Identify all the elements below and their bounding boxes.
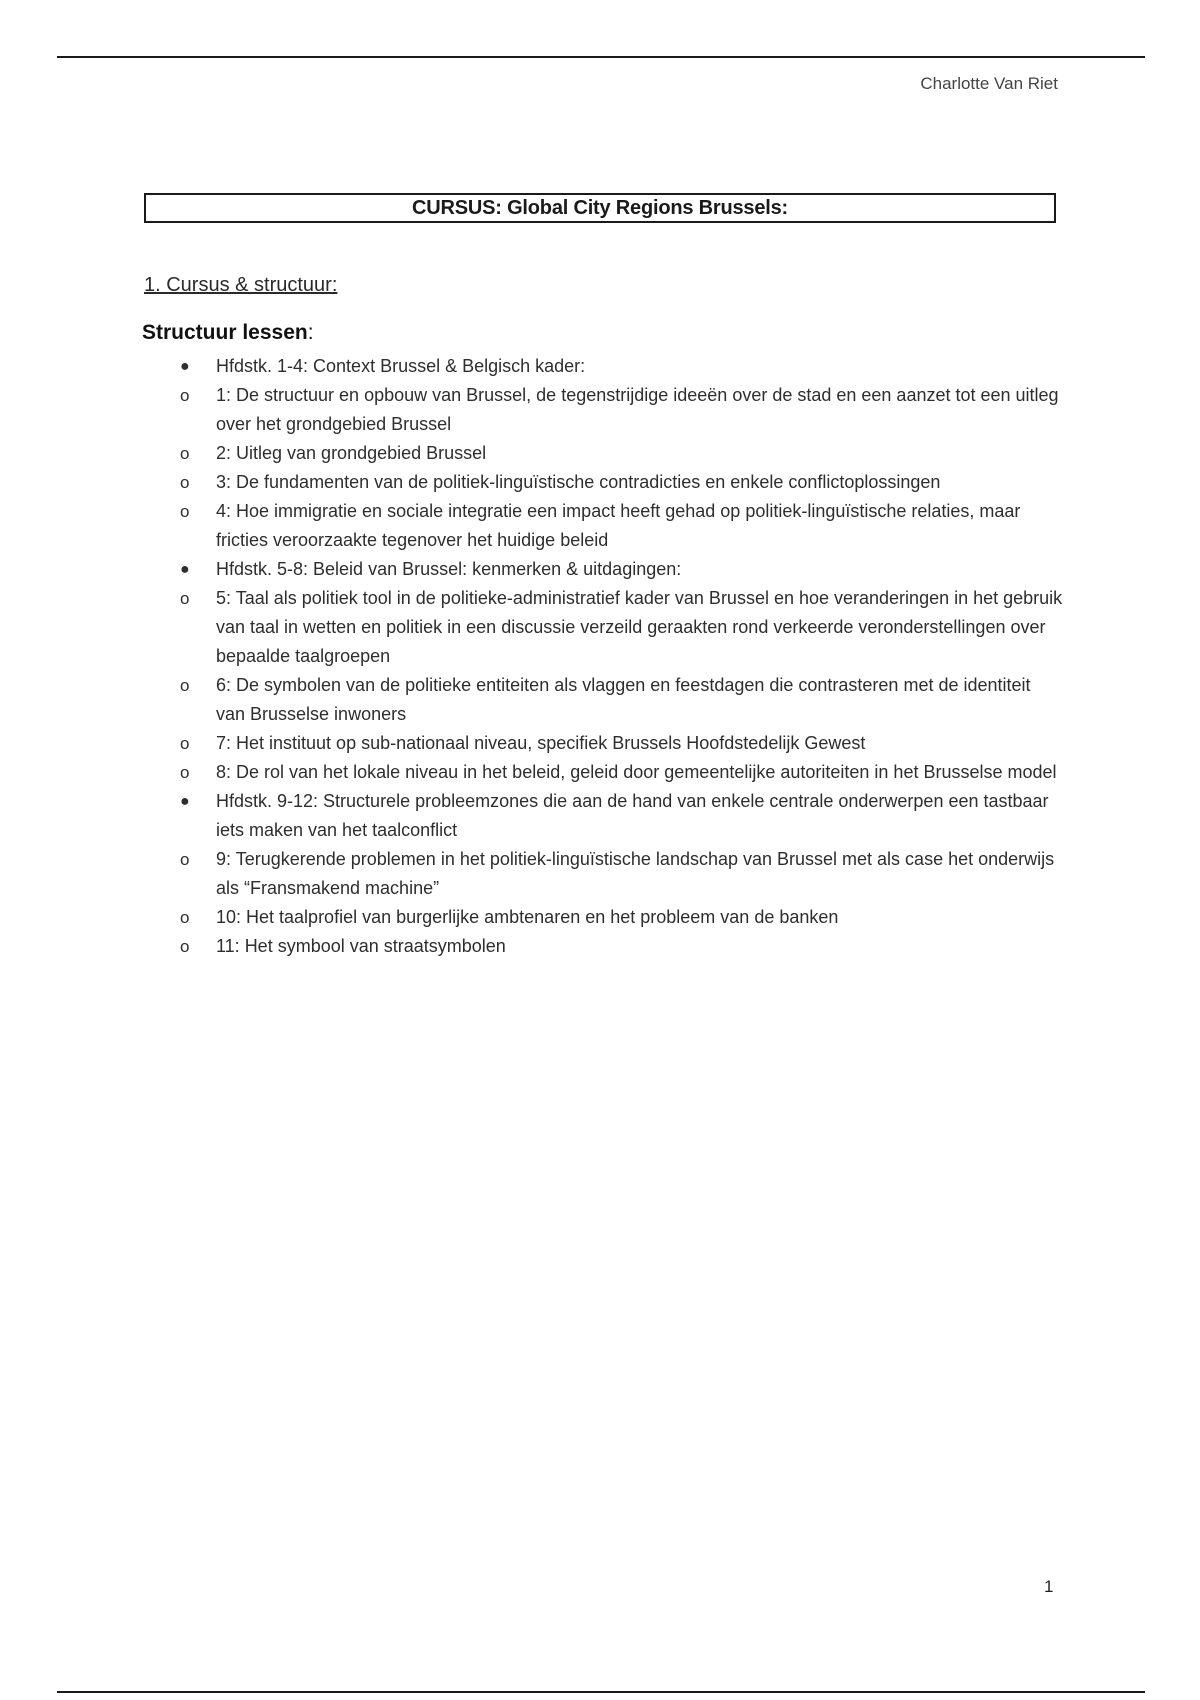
footer-rule [57, 1691, 1145, 1693]
lesson-text: 11: Het symbool van straatsymbolen [216, 936, 506, 956]
lesson-text: 8: De rol van het lokale niveau in het beleid, geleid door gemeentelijke autoriteiten in het Brusselse model [216, 762, 1057, 782]
lesson-list [144, 584, 1064, 787]
lesson-item [144, 903, 1064, 932]
author-name: Charlotte Van Riet [920, 74, 1058, 93]
circle-bullet-icon: o [180, 937, 190, 956]
lesson-text: 5: Taal als politiek tool in de politieke-administratief kader van Brussel en hoe veranderingen in het gebruik van taal in wetten en politiek in een discussie verzeild geraakten rond verkeerde veronderstellingen over bepaalde taalgroepen [216, 588, 1063, 666]
lesson-item [144, 729, 1064, 758]
lesson-item [144, 845, 1064, 903]
chapter-list [144, 352, 1064, 961]
lesson-item [144, 381, 1064, 439]
circle-bullet-icon: o [180, 908, 190, 927]
lesson-text: 9: Terugkerende problemen in het politiek-linguïstische landschap van Brussel met als case het onderwijs als “Fransmakend machine” [216, 849, 1055, 898]
circle-bullet-icon: o [180, 473, 190, 492]
circle-bullet-icon: o [180, 734, 190, 753]
subheading [142, 321, 314, 345]
bullet-icon: ● [180, 358, 190, 375]
lesson-text: 6: De symbolen van de politieke entiteiten als vlaggen en feestdagen die contrasteren met de identiteit van Brusselse inwoners [216, 675, 1031, 724]
circle-bullet-icon: o [180, 444, 190, 463]
document-title: CURSUS: Global City Regions Brussels: [412, 196, 788, 219]
chapter-text: Hfdstk. 1-4: Context Brussel & Belgisch kader: [216, 356, 586, 376]
lesson-text: 7: Het instituut op sub-nationaal niveau, specifiek Brussels Hoofdstedelijk Gewest [216, 733, 866, 753]
chapter-item [144, 555, 1064, 584]
circle-bullet-icon: o [180, 850, 190, 869]
lesson-item [144, 584, 1064, 671]
chapter-text: Hfdstk. 9-12: Structurele probleemzones die aan de hand van enkele centrale onderwerpen een tastbaar iets maken van het taalconflict [216, 791, 1049, 840]
subheading-bold: Structuur lessen [142, 321, 308, 344]
circle-bullet-icon: o [180, 502, 190, 521]
lesson-item [144, 497, 1064, 555]
lesson-text: 3: De fundamenten van de politiek-linguïstische contradicties en enkele conflictoplossingen [216, 472, 941, 492]
chapter-item [144, 787, 1064, 845]
lesson-list [144, 845, 1064, 961]
section-heading: 1. Cursus & structuur: [144, 274, 338, 296]
lesson-text: 10: Het taalprofiel van burgerlijke ambtenaren en het probleem van de banken [216, 907, 839, 927]
lesson-text: 1: De structuur en opbouw van Brussel, de tegenstrijdige ideeën over de stad en een aanzet tot een uitleg over het grondgebied Brussel [216, 385, 1059, 434]
lesson-text: 2: Uitleg van grondgebied Brussel [216, 443, 487, 463]
circle-bullet-icon: o [180, 386, 190, 405]
lesson-text: 4: Hoe immigratie en sociale integratie een impact heeft gehad op politiek-linguïstische relaties, maar fricties veroorzaakte tegenover het huidige beleid [216, 501, 1021, 550]
header-rule [57, 56, 1145, 58]
chapter-text: Hfdstk. 5-8: Beleid van Brussel: kenmerken & uitdagingen: [216, 559, 682, 579]
page-number: 1 [1044, 1577, 1054, 1596]
lesson-item [144, 671, 1064, 729]
subheading-suffix: : [307, 321, 314, 344]
chapter-item [144, 352, 1064, 381]
lesson-item [144, 468, 1064, 497]
circle-bullet-icon: o [180, 676, 190, 695]
lesson-item [144, 758, 1064, 787]
bullet-icon: ● [180, 793, 190, 810]
document-title-box [144, 193, 1056, 223]
lesson-list [144, 381, 1064, 555]
lesson-item [144, 932, 1064, 961]
lesson-item [144, 439, 1064, 468]
circle-bullet-icon: o [180, 763, 190, 782]
bullet-icon: ● [180, 561, 190, 578]
circle-bullet-icon: o [180, 589, 190, 608]
